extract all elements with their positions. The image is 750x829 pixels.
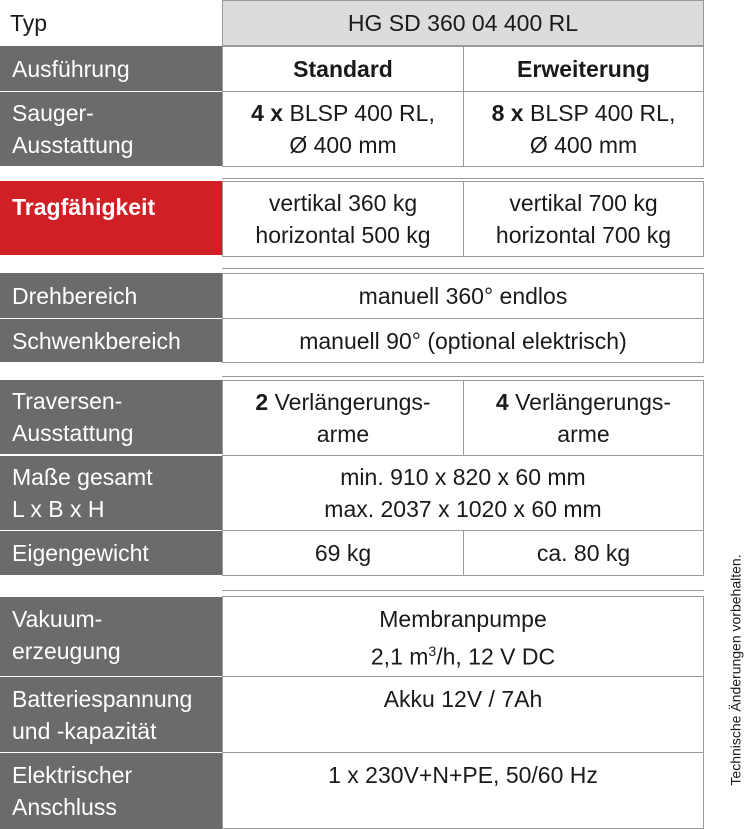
label-anschluss-line1: Elektrischer — [12, 762, 133, 788]
standard-heading: Standard — [293, 56, 393, 82]
label-ausfuehrung — [0, 46, 222, 92]
label-drehbereich-text: Drehbereich — [12, 282, 138, 309]
sauger-erweiterung-cell — [463, 91, 704, 167]
col-standard-header — [222, 46, 464, 92]
sauger-standard-line2: Ø 400 mm — [289, 132, 397, 158]
side-note-text: Technische Änderungen vorbehalten. — [728, 554, 745, 786]
label-batterie-line1: Batteriespannung — [12, 686, 193, 712]
batterie-value: Akku 12V / 7Ah — [383, 686, 543, 712]
label-traversen-ausstattung — [0, 380, 222, 455]
schwenkbereich-value: manuell 90° (optional elektrisch) — [299, 327, 627, 354]
sauger-standard-text: BLSP 400 RL, — [283, 100, 435, 126]
label-vakuum-line2: erzeugung — [12, 638, 121, 664]
traversen-standard-line1 — [255, 386, 430, 418]
block-divider — [222, 268, 704, 269]
eigengewicht-erweiterung-cell — [463, 530, 704, 576]
sauger-standard-line1 — [251, 97, 435, 129]
tragfaehigkeit-standard-cell — [222, 181, 464, 257]
vakuum-cell — [222, 596, 704, 677]
anschluss-value: 1 x 230V+N+PE, 50/60 Hz — [328, 762, 598, 788]
vakuum-flow-exponent: 3 — [428, 643, 437, 659]
label-sauger-ausstattung — [0, 92, 222, 167]
vakuum-flow — [371, 635, 555, 673]
label-elektrischer-anschluss — [0, 753, 222, 829]
traversen-standard-line2: arme — [316, 421, 370, 447]
label-tragfaehigkeit-text: Tragfähigkeit — [12, 194, 156, 220]
traversen-erweiterung-cell — [463, 380, 704, 456]
typ-label: Typ — [10, 9, 48, 36]
tragfaehigkeit-erweiterung-vertical: vertikal 700 kg — [509, 190, 658, 216]
vakuum-flow-unit: /h, 12 V DC — [436, 643, 556, 670]
label-schwenkbereich — [0, 319, 222, 363]
erweiterung-heading: Erweiterung — [517, 56, 650, 82]
traversen-standard-count: 2 — [255, 389, 269, 415]
vakuum-flow-value: 2,1 m — [370, 643, 429, 670]
traversen-erweiterung-line2: arme — [557, 421, 610, 447]
tragfaehigkeit-standard-horizontal: horizontal 500 kg — [255, 222, 431, 248]
label-batterie-line2: und -kapazität — [12, 718, 157, 744]
type-code: HG SD 360 04 400 RL — [347, 10, 579, 36]
label-drehbereich — [0, 273, 222, 319]
drehbereich-cell — [222, 273, 704, 319]
batterie-cell — [222, 676, 704, 753]
tragfaehigkeit-standard-vertical: vertikal 360 kg — [268, 190, 418, 216]
traversen-erweiterung-line1 — [496, 386, 671, 418]
label-batteriespannung — [0, 677, 222, 753]
sauger-standard-count: 4 x — [251, 100, 284, 126]
label-sauger-line1: Sauger- — [12, 100, 94, 126]
tragfaehigkeit-erweiterung-horizontal: horizontal 700 kg — [495, 222, 672, 248]
tragfaehigkeit-erweiterung-cell — [463, 181, 704, 257]
label-vakuum-line1: Vakuum- — [12, 606, 103, 632]
block-divider — [222, 590, 704, 591]
sauger-standard-cell — [222, 91, 464, 167]
label-traversen-line2: Ausstattung — [12, 420, 134, 446]
label-masse-line1: Maße gesamt — [12, 464, 153, 490]
eigengewicht-standard: 69 kg — [314, 540, 372, 566]
traversen-standard-text: Verlängerungs- — [268, 389, 431, 415]
label-schwenkbereich-text: Schwenkbereich — [12, 327, 181, 354]
label-masse-line2: L x B x H — [12, 496, 105, 522]
block-divider — [222, 178, 704, 179]
label-eigengewicht-text: Eigengewicht — [12, 540, 149, 566]
sauger-erweiterung-line2: Ø 400 mm — [529, 132, 638, 158]
block-divider — [222, 376, 704, 377]
sauger-erweiterung-count: 8 x — [491, 100, 524, 126]
label-eigengewicht — [0, 531, 222, 576]
masse-min: min. 910 x 820 x 60 mm — [340, 464, 586, 490]
label-sauger-line2: Ausstattung — [12, 132, 134, 158]
label-tragfaehigkeit — [0, 181, 222, 256]
type-code-cell — [222, 0, 704, 46]
schwenkbereich-cell — [222, 318, 704, 363]
traversen-standard-cell — [222, 380, 464, 456]
masse-cell — [222, 455, 704, 531]
label-anschluss-line2: Anschluss — [12, 794, 117, 820]
sauger-erweiterung-line1 — [492, 97, 676, 129]
label-masse-gesamt — [0, 456, 222, 531]
col-erweiterung-header — [463, 46, 704, 92]
vakuum-pump-type: Membranpumpe — [379, 606, 547, 632]
label-vakuumerzeugung — [0, 597, 222, 677]
masse-max: max. 2037 x 1020 x 60 mm — [324, 496, 602, 522]
side-note — [716, 520, 750, 820]
anschluss-cell — [222, 752, 704, 829]
traversen-erweiterung-count: 4 — [495, 389, 509, 415]
eigengewicht-standard-cell — [222, 530, 464, 576]
eigengewicht-erweiterung: ca. 80 kg — [536, 540, 631, 566]
sauger-erweiterung-text: BLSP 400 RL, — [523, 100, 676, 126]
drehbereich-value: manuell 360° endlos — [358, 283, 568, 309]
traversen-erweiterung-text: Verlängerungs- — [508, 389, 672, 415]
label-traversen-line1: Traversen- — [12, 388, 123, 414]
label-ausfuehrung-text: Ausführung — [12, 55, 130, 82]
